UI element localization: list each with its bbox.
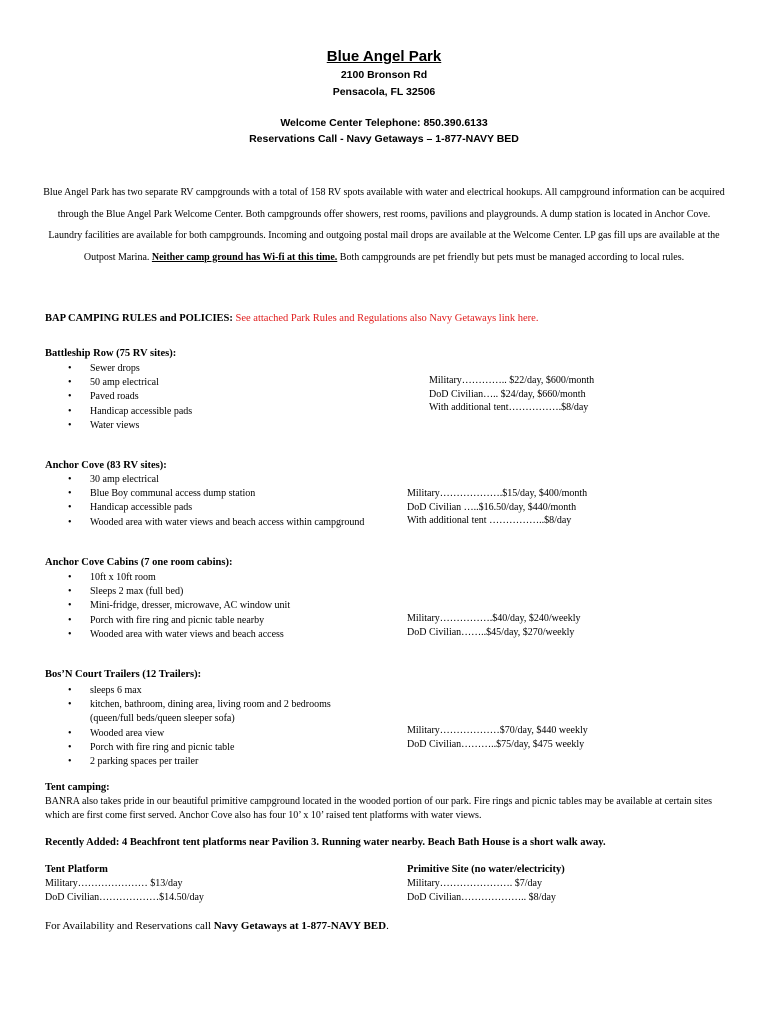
intro-text: Blue Angel Park has two separate RV campgrounds with a total of 158 RV spots available with water and electrical hookups. All campground information can be acquired through the Blue Angel Park Welcome Center. Both campgrounds offer showers, rest rooms, pavilions and playgrounds. A dump station is located in Anchor Cove. Laundry facilities are available for both campgrounds. Incoming and outgoing postal mail drops are available at the Welcome Center. LP gas fill ups are available at the Outpost Marina. <box>43 187 725 263</box>
intro-text-end: Both campgrounds are pet friendly but pets must be managed according to local rules. <box>337 251 685 263</box>
battleship-title: Battleship Row (75 RV sites): <box>45 348 177 359</box>
cabins-amenities <box>45 571 420 642</box>
trailers-amenities <box>45 684 420 769</box>
list-item: • Wooded area with water views and beach access <box>90 628 420 642</box>
list-item: • Sleeps 2 max (full bed) <box>90 585 420 599</box>
price-line: DoD Civilian………………$14.50/day <box>45 891 204 903</box>
list-item: • Mini-fridge, dresser, microwave, AC window unit <box>90 599 420 613</box>
list-item: • Porch with fire ring and picnic table nearby <box>90 614 420 628</box>
address-line-2: Pensacola, FL 32506 <box>332 86 436 98</box>
price-line: Military……………….$15/day, $400/month <box>407 488 588 499</box>
policies-line <box>45 313 538 324</box>
list-item: • Wooded area with water views and beach access within campground <box>90 516 370 530</box>
list-item: • Porch with fire ring and picnic table <box>90 741 420 755</box>
recently-added: Recently Added: 4 Beachfront tent platforms near Pavilion 3. Running water nearby. Beach Bath House is a short walk away. <box>45 837 606 848</box>
price-line: Military………………$70/day, $440 weekly <box>407 725 588 736</box>
price-line: Military………….. $22/day, $600/month <box>429 375 595 386</box>
list-item: • 2 parking spaces per trailer <box>90 755 420 769</box>
anchor-prices <box>407 487 587 528</box>
price-line: DoD Civilian….. $24/day, $660/month <box>429 388 586 400</box>
price-line: Military…………………. $7/day <box>407 878 542 889</box>
policies-link[interactable]: See attached Park Rules and Regulations also Navy Getaways link here. <box>235 313 539 324</box>
footer-suffix: . <box>386 920 389 932</box>
price-line: DoD Civilian …..$16.50/day, $440/month <box>407 501 577 513</box>
wifi-notice: Neither camp ground has Wi-fi at this time. <box>151 251 338 263</box>
park-title: Blue Angel Park <box>326 48 442 65</box>
anchor-amenities <box>45 473 420 530</box>
list-item: • 10ft x 10ft room <box>90 571 420 585</box>
price-line: With additional tent ……………..$8/day <box>407 515 572 526</box>
tent-title: Tent camping: <box>45 782 110 793</box>
battleship-prices <box>429 374 594 415</box>
cabins-title: Anchor Cove Cabins (7 one room cabins): <box>45 557 233 568</box>
address-line-1: 2100 Bronson Rd <box>340 69 428 81</box>
list-item: • sleeps 6 max <box>90 684 420 698</box>
price-line: With additional tent…………….$8/day <box>429 402 589 413</box>
list-item: • Wooded area view <box>90 727 420 741</box>
price-line: Military…………….$40/day, $240/weekly <box>407 613 581 624</box>
tent-platform-prices <box>45 877 204 904</box>
anchor-title: Anchor Cove (83 RV sites): <box>45 460 167 471</box>
welcome-phone: Welcome Center Telephone: 850.390.6133 <box>280 117 488 129</box>
list-item: • Handicap accessible pads <box>90 501 420 515</box>
tent-description: BANRA also takes pride in our beautiful primitive campground located in the wooded portion of our park. Fire rings and picnic tables may be available at certain sites which are first come first served. Anchor Cove also has four 10’ x 10’ raised tent platforms with water views. <box>45 796 713 821</box>
battleship-amenities <box>45 362 420 433</box>
trailers-prices <box>407 724 588 751</box>
footer-line <box>45 920 389 932</box>
list-item: • Water views <box>90 419 420 433</box>
footer-prefix: For Availability and Reservations call <box>45 920 214 932</box>
list-item: • Handicap accessible pads <box>90 405 420 419</box>
reservations-line: Reservations Call - Navy Getaways – 1-877-NAVY BED <box>249 133 519 145</box>
primitive-prices <box>407 877 556 904</box>
trailers-title: Bos’N Court Trailers (12 Trailers): <box>45 669 202 680</box>
policies-label: BAP CAMPING RULES and POLICIES: <box>45 313 236 324</box>
list-item: • 50 amp electrical <box>90 376 420 390</box>
intro-paragraph <box>40 182 728 268</box>
tent-platform-title: Tent Platform <box>45 864 108 875</box>
list-item: • Paved roads <box>90 390 420 404</box>
price-line: DoD Civilian……..$45/day, $270/weekly <box>407 626 575 638</box>
list-item: • Blue Boy communal access dump station <box>90 487 420 501</box>
price-line: DoD Civilian………..$75/day, $475 weekly <box>407 738 585 750</box>
footer-phone: Navy Getaways at 1-877-NAVY BED <box>213 920 387 932</box>
price-line: Military………………… $13/day <box>45 878 183 889</box>
list-item: • kitchen, bathroom, dining area, living room and 2 bedrooms (queen/full beds/queen sleeper sofa) <box>90 698 350 726</box>
primitive-title: Primitive Site (no water/electricity) <box>407 864 565 875</box>
cabins-prices <box>407 612 581 639</box>
price-line: DoD Civilian……………….. $8/day <box>407 891 556 903</box>
list-item: • Sewer drops <box>90 362 420 376</box>
list-item: • 30 amp electrical <box>90 473 420 487</box>
